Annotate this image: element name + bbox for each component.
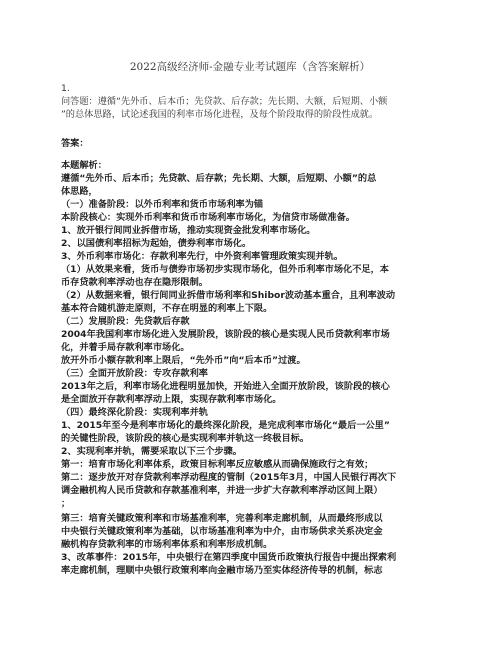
analysis-line: 2、实现利率并轨，需要采取以下三个步骤。: [61, 446, 242, 457]
analysis-line: 的关键性阶段，该阶段的核心是实现利率并轨这一终极目标。: [61, 433, 310, 444]
analysis-line: 3、外币利率市场化：存款利率先行，中外资利率管理政策实现并轨。: [61, 251, 344, 262]
analysis-line: 是全面放开存款利率浮动上限，实现存款利率市场化。: [61, 394, 282, 405]
analysis-line: （1）从效果来看，货币与债券市场初步实现市场化，但外币利率市场化不足，本: [61, 264, 389, 275]
analysis-line: （三）全面开放阶段：专攻存款利率: [61, 368, 208, 379]
analysis-line: 第二：逐步放开对存贷款利率浮动程度的管制（2015年3月，中国人民银行再次下: [61, 472, 397, 483]
analysis-line: 1、2015年至今是利率市场化的最终深化阶段，是完成利率市场化“最后一公里”: [61, 420, 390, 431]
analysis-line: 融机构存贷款利率的市场利率体系和利率形成机制。: [61, 539, 273, 550]
analysis-line: 体思路，: [61, 186, 98, 197]
question-line: ”的总体思路，试论述我国的利率市场化进程，及每个阶段取得的阶段性成就。: [61, 109, 379, 120]
analysis-line: 率走廊机制，理顺中央银行政策利率向金融市场乃至实体经济传导的机制，标志: [61, 565, 383, 576]
analysis-line: 中央银行关键政策利率为基础，以市场基准利率为中介，由市场供求关系决定金: [61, 526, 383, 537]
analysis-line: ；: [61, 498, 71, 509]
analysis-label: 本题解析：: [61, 160, 107, 171]
analysis-line: 放开外币小额存款利率上限后，“先外币”向“后本币”过渡。: [61, 355, 306, 366]
analysis-line: （一）准备阶段：以外币利率和货币市场利率为锚: [61, 199, 264, 210]
answer-label: 答案：: [61, 138, 89, 149]
analysis-line: 币存贷款利率浮动也存在隐形限制。: [61, 277, 208, 288]
question-line: 问答题：遵循“先外币、后本币；先贷款、后存款；先长期、大额，后短期、小额: [61, 96, 388, 107]
analysis-line: （2）从数据来看，银行间同业拆借市场利率和Shibor波动基本重合，且利率波动: [61, 290, 396, 301]
analysis-line: 基本符合随机游走原则，不存在明显的利率上下限。: [61, 303, 273, 314]
analysis-line: 调金融机构人民币贷款和存款基准利率，并进一步扩大存款利率浮动区间上限）: [61, 485, 383, 496]
analysis-line: 化，并着手局存款利率市场化。: [61, 342, 190, 353]
analysis-line: 2、以国债利率招标为起始，债券利率市场化。: [61, 238, 252, 249]
analysis-line: 3、改革事件：2015年，中央银行在第四季度中国货币政策执行报告中提出探索利: [61, 552, 397, 563]
analysis-line: 本阶段核心：实现外币利率和货币市场利率市场化，为信贷市场做准备。: [61, 212, 355, 223]
analysis-line: 1、放开银行间同业拆借市场，推动实现资金批发利率市场化。: [61, 225, 316, 236]
analysis-line: 2013年之后，利率市场化进程明显加快，开始进入全面开放阶段，该阶段的核心: [61, 381, 390, 392]
analysis-line: （四）最终深化阶段：实现利率并轨: [61, 407, 208, 418]
analysis-line: 第三：培育关键政策利率和市场基准利率，完善利率走廊机制，从而最终形成以: [61, 513, 383, 524]
analysis-line: 第一：培育市场化利率体系，政策目标利率反应敏感从而确保施政行之有效；: [61, 459, 374, 470]
analysis-line: （二）发展阶段：先贷款后存款: [61, 316, 190, 327]
analysis-line: 2004年我国利率市场化进入发展阶段，该阶段的核心是实现人民币贷款利率市场: [61, 329, 390, 340]
document-title: 2022高级经济师-金融专业考试题库（含答案解析）: [129, 61, 371, 73]
analysis-line: 遵循“先外币、后本币；先贷款、后存款；先长期、大额，后短期、小额”的总: [61, 173, 377, 184]
question-number: 1.: [61, 83, 70, 94]
